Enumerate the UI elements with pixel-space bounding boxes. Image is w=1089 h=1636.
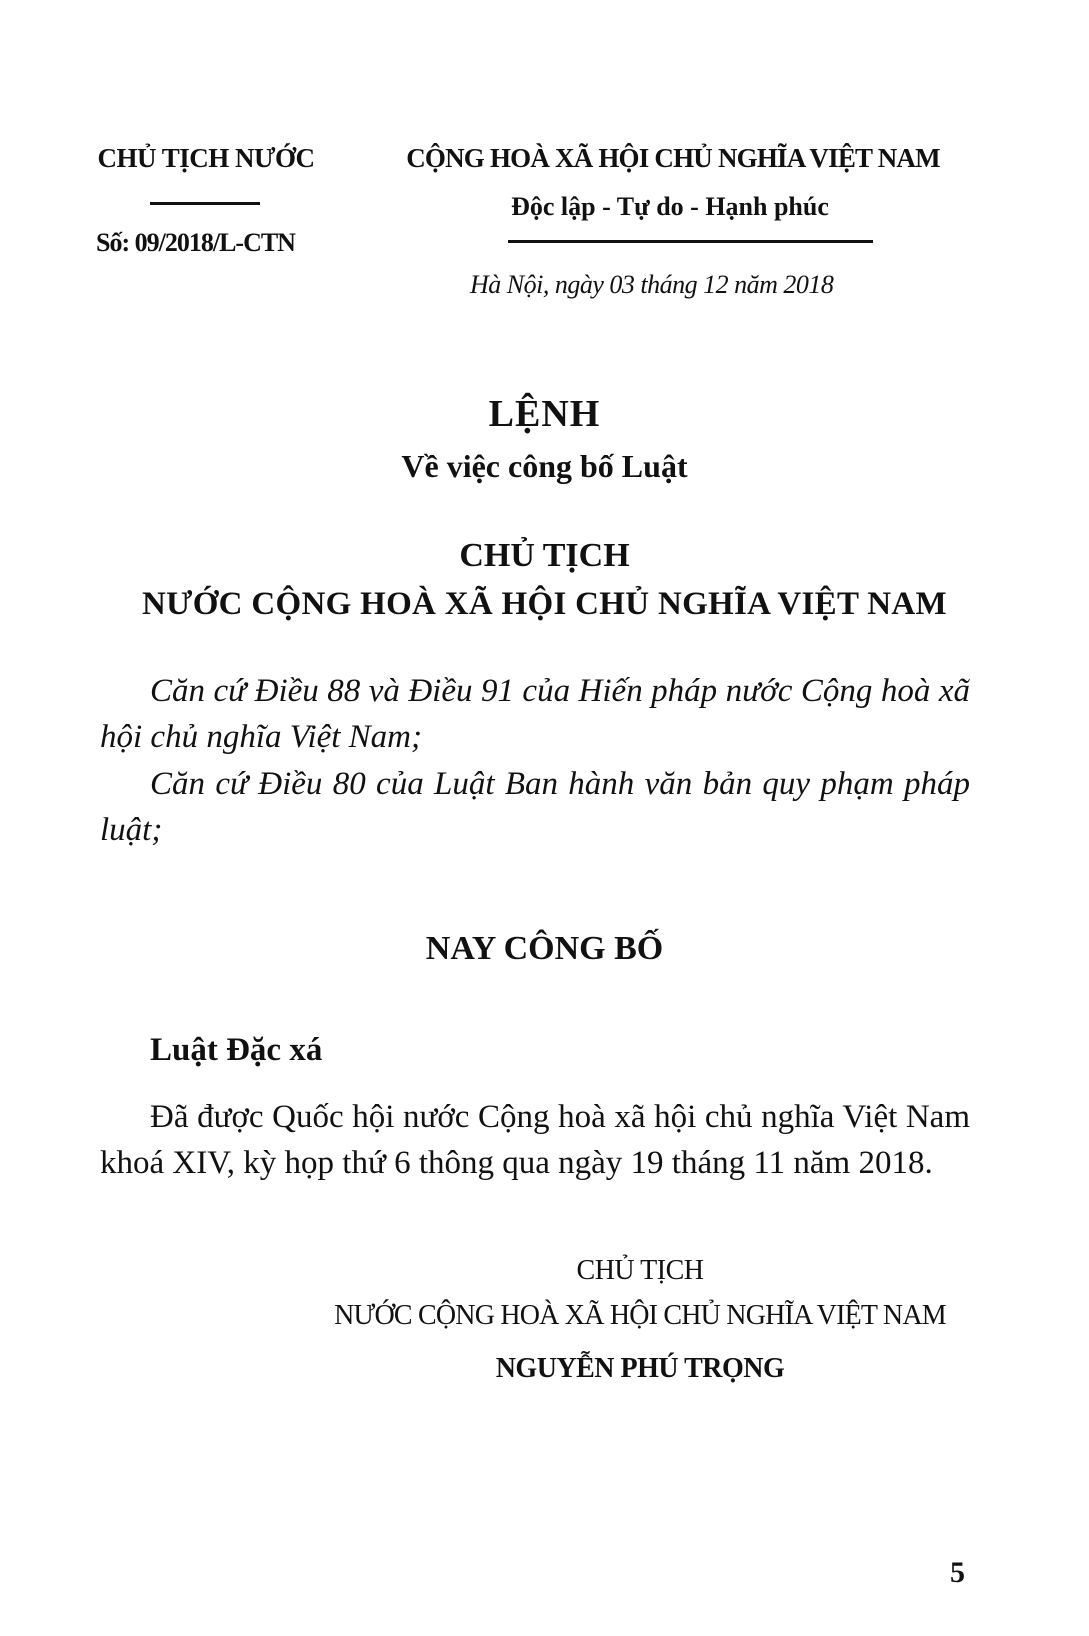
signatory-organization: NƯỚC CỘNG HOÀ XÃ HỘI CHỦ NGHĨA VIỆT NAM	[334, 1300, 946, 1331]
national-motto: Độc lập - Tự do - Hạnh phúc	[511, 192, 829, 221]
motto-divider	[508, 240, 873, 243]
signatory-name: NGUYỄN PHÚ TRỌNG	[495, 1353, 785, 1384]
legal-basis-paragraph: Căn cứ Điều 80 của Luật Ban hành văn bản quy phạm pháp luật;	[100, 766, 970, 848]
page-number: 5	[950, 1556, 965, 1589]
agency-divider	[150, 202, 260, 205]
issuer-title: CHỦ TỊCH	[459, 537, 630, 574]
document-number: Số: 09/2018/L-CTN	[96, 228, 295, 257]
adoption-paragraph: Đã được Quốc hội nước Cộng hoà xã hội chủ nghĩa Việt Nam khoá XIV, kỳ họp thứ 6 thông qua ngày 19 tháng 11 năm 2018.	[100, 1099, 970, 1181]
document-subject: Về việc công bố Luật	[401, 448, 688, 484]
country-name: CỘNG HOÀ XÃ HỘI CHỦ NGHĨA VIỆT NAM	[406, 143, 940, 173]
signatory-title: CHỦ TỊCH	[576, 1255, 704, 1286]
promulgation-heading: NAY CÔNG BỐ	[425, 930, 664, 967]
issuer-organization: NƯỚC CỘNG HOÀ XÃ HỘI CHỦ NGHĨA VIỆT NAM	[142, 586, 947, 622]
document-type-title: LỆNH	[488, 393, 601, 435]
place-and-date: Hà Nội, ngày 03 tháng 12 năm 2018	[470, 270, 834, 299]
issuing-agency: CHỦ TỊCH NƯỚC	[97, 143, 315, 173]
legal-basis-paragraph: Căn cứ Điều 88 và Điều 91 của Hiến pháp nước Cộng hoà xã hội chủ nghĩa Việt Nam;	[100, 673, 970, 755]
law-name: Luật Đặc xá	[150, 1032, 323, 1068]
